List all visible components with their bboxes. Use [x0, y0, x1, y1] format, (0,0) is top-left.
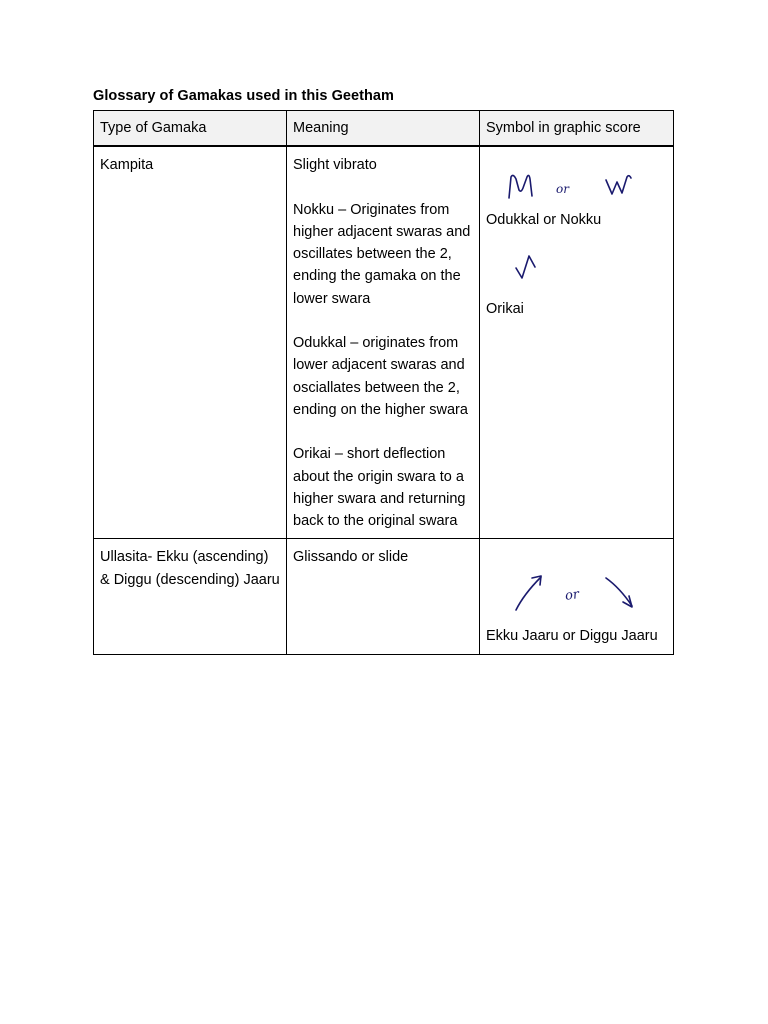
- cell-type: Ullasita- Ekku (ascending) & Diggu (descending) Jaaru: [94, 539, 287, 654]
- header-type: Type of Gamaka: [94, 111, 287, 147]
- jaaru-symbol-icon: [480, 546, 660, 625]
- page-title: Glossary of Gamakas used in this Geetham: [93, 88, 394, 104]
- cell-symbol: [480, 539, 674, 654]
- symbol-caption: Odukkal or Nokku: [486, 212, 602, 229]
- symbol-caption: Orikai: [486, 300, 524, 317]
- symbol-caption: Ekku Jaaru or Diggu Jaaru: [486, 628, 658, 645]
- kampita-w-stroke: [606, 176, 631, 194]
- meaning-text: Nokku – Originates from higher adjacent swaras and oscillates between the 2, ending the gamaka on the lower swara: [293, 201, 471, 307]
- nokku-odukkal-symbol-icon: [480, 154, 660, 209]
- header-symbol: Symbol in graphic score: [480, 111, 674, 147]
- meaning-text: Odukkal – originates from lower adjacent swaras and osciallates between the 2, ending on the higher swara: [293, 335, 468, 418]
- ekku-arrow-stroke: [516, 577, 541, 610]
- kampita-m-stroke: [509, 176, 532, 199]
- cell-type: Kampita: [94, 146, 287, 539]
- gamaka-glossary-table: [93, 110, 674, 655]
- meaning-text: Slight vibrato: [293, 157, 377, 174]
- meaning-text: Orikai – short deflection about the origin swara to a higher swara and returning back to the original swara: [293, 446, 466, 530]
- or-text: or: [556, 182, 569, 197]
- table-row: [94, 539, 674, 654]
- diggu-arrow-stroke: [606, 578, 632, 606]
- table-header-row: [94, 111, 674, 147]
- cell-meaning: Glissando or slide: [287, 539, 480, 654]
- cell-meaning: [287, 146, 480, 539]
- header-meaning: Meaning: [287, 111, 480, 147]
- diggu-arrowhead: [623, 596, 632, 607]
- cell-symbol: [480, 146, 674, 539]
- or-text: or: [564, 587, 581, 605]
- orikai-symbol-icon: [480, 232, 660, 298]
- orikai-stroke: [516, 256, 535, 278]
- table-row: [94, 146, 674, 539]
